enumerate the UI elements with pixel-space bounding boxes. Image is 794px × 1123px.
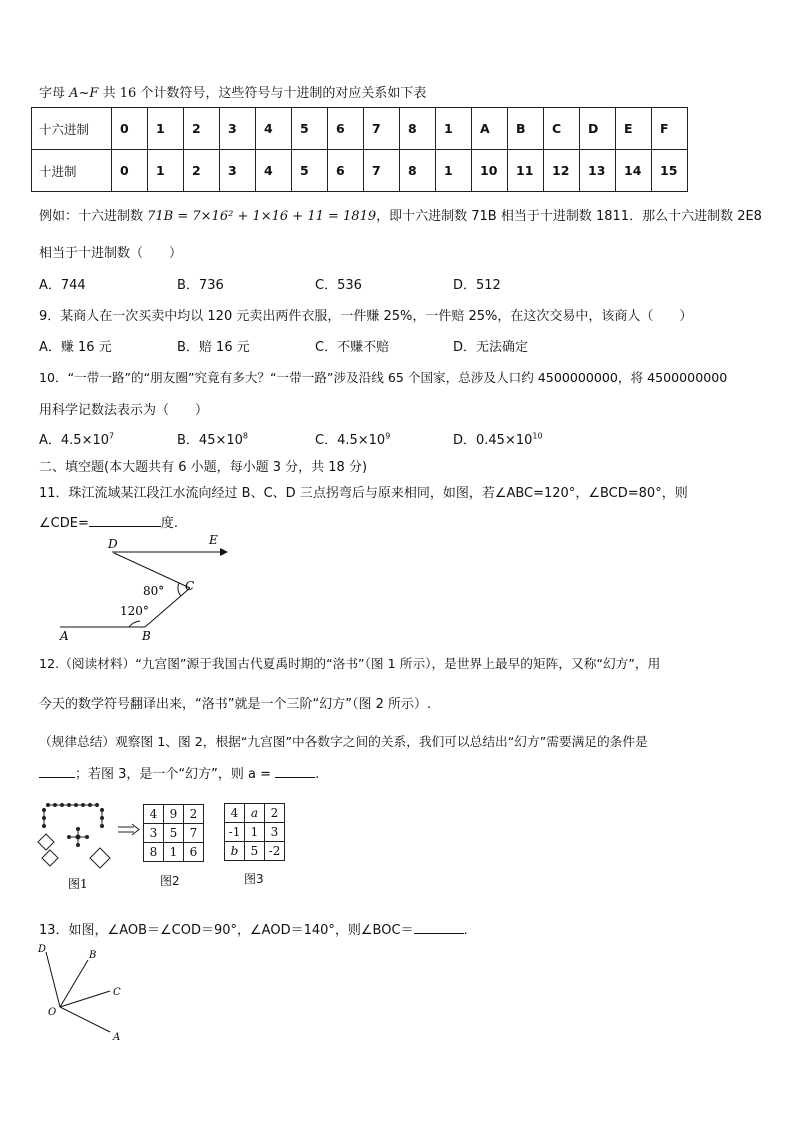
grid-cell: 3: [265, 823, 285, 842]
example-line2: 相当于十进制数（ ）: [39, 246, 183, 261]
table-cell: 4: [256, 108, 292, 150]
grid-cell: 9: [164, 805, 184, 824]
table-cell: 12: [544, 150, 580, 192]
fig1-label: 图1: [68, 877, 88, 891]
label-c: C: [185, 579, 195, 593]
angle-arc-c: [178, 583, 181, 596]
table-cell: 11: [508, 150, 544, 192]
q10-option-c: C．$4.5\times 10^9$: [315, 431, 391, 448]
q8-option-d: D．512: [453, 278, 501, 293]
q10-option-a: A．$4.5\times 10^7$: [39, 431, 115, 448]
table-cell: 8: [400, 108, 436, 150]
label-c: C: [113, 987, 121, 998]
table-cell: B: [508, 108, 544, 150]
label-o: O: [48, 1007, 57, 1018]
q9-option-b: B．赔 16 元: [177, 340, 250, 355]
table-cell: D: [580, 108, 616, 150]
q11-figure: [50, 528, 240, 643]
q11-line2: ∠CDE= 度.: [39, 512, 178, 531]
table-cell: 0: [112, 150, 148, 192]
grid-cell: 2: [265, 804, 285, 823]
ray-od: [46, 952, 60, 1007]
table-cell: 2: [184, 108, 220, 150]
magic-square-fig2: [143, 804, 204, 862]
label-b: B: [142, 629, 151, 643]
table-cell: 6: [328, 150, 364, 192]
intro-af: A~F: [69, 86, 99, 101]
table-cell: 8: [400, 150, 436, 192]
table-cell: C: [544, 108, 580, 150]
q11-line1: 11．珠江流域某江段江水流向经过 B、C、D 三点拐弯后与原来相同，如图，若∠ABC=120°，∠BCD=80°，则: [39, 486, 688, 501]
grid-cell: 6: [184, 843, 204, 862]
example-formula: 71B = 7×16² + 1×16 + 11 = 1819: [147, 209, 377, 224]
ray-oc: [60, 991, 110, 1007]
q9-option-a: A．赚 16 元: [39, 340, 112, 355]
table-cell: A: [472, 108, 508, 150]
q12-line2: 今天的数学符号翻译出来，“洛书”就是一个三阶“幻方”（图 2 所示）.: [39, 697, 432, 712]
dec-row: [32, 150, 688, 192]
label-d: D: [108, 537, 118, 551]
table-cell: 7: [364, 108, 400, 150]
dec-row-head: 十进制: [32, 150, 112, 192]
hex-table: [31, 107, 688, 192]
line-dc: [114, 553, 190, 588]
table-cell: 1: [436, 108, 472, 150]
q10-option-b: B．$45\times 10^8$: [177, 431, 248, 448]
q13-figure: [30, 940, 140, 1045]
hex-row-head: 十六进制: [32, 108, 112, 150]
table-cell: 14: [616, 150, 652, 192]
table-cell: F: [652, 108, 688, 150]
hex-row: [32, 108, 688, 150]
arrow-icon: [116, 822, 142, 838]
ray-ob: [60, 960, 88, 1007]
table-cell: 5: [292, 150, 328, 192]
label-angle-b: 120°: [120, 604, 149, 618]
q13-text: 13．如图，∠AOB＝∠COD＝90°，∠AOD＝140°，则∠BOC＝ .: [39, 919, 468, 938]
grid-cell: a: [245, 804, 265, 823]
grid-cell: 3: [144, 824, 164, 843]
table-cell: 15: [652, 150, 688, 192]
angle-arc-b: [129, 621, 140, 627]
answer-blank[interactable]: [414, 920, 464, 934]
grid-cell: b: [225, 842, 245, 861]
q12-line3: （规律总结）观察图 1、图 2，根据“九宫图”中各数字之间的关系，我们可以总结出“幻方”需要满足的条件是: [39, 734, 648, 749]
q9-text: 9．某商人在一次买卖中均以 120 元卖出两件衣服，一件赚 25%，一件赔 25%，在这次交易中，该商人（ ）: [39, 309, 693, 324]
grid-cell: 7: [184, 824, 204, 843]
table-cell: 1: [148, 150, 184, 192]
table-cell: E: [616, 108, 652, 150]
grid-row: [144, 824, 204, 843]
table-cell: 1: [148, 108, 184, 150]
table-cell: 13: [580, 150, 616, 192]
label-a: A: [60, 629, 69, 643]
q8-option-b: B．736: [177, 278, 224, 293]
q8-option-c: C．536: [315, 278, 362, 293]
q8-option-a: A．744: [39, 278, 86, 293]
table-cell: 4: [256, 150, 292, 192]
table-cell: 0: [112, 108, 148, 150]
grid-cell: -2: [265, 842, 285, 861]
grid-cell: 1: [164, 843, 184, 862]
fig2-label: 图2: [160, 874, 180, 888]
label-angle-c: 80°: [143, 584, 165, 598]
grid-cell: 1: [245, 823, 265, 842]
table-cell: 3: [220, 150, 256, 192]
table-cell: 5: [292, 108, 328, 150]
answer-blank[interactable]: [275, 764, 315, 778]
grid-cell: 8: [144, 843, 164, 862]
q10-option-d: D．$0.45\times 10^{10}$: [453, 431, 543, 448]
section-heading: 二、填空题(本大题共有 6 小题，每小题 3 分，共 18 分): [39, 460, 368, 475]
answer-blank[interactable]: [39, 764, 75, 778]
grid-cell: 5: [164, 824, 184, 843]
arrow-head-e: [220, 548, 228, 556]
grid-row: [144, 843, 204, 862]
label-a: A: [113, 1032, 121, 1043]
q9-option-c: C．不赚不赔: [315, 340, 390, 355]
ray-oa: [60, 1007, 110, 1032]
table-cell: 2: [184, 150, 220, 192]
grid-row: [144, 805, 204, 824]
table-cell: 1: [436, 150, 472, 192]
grid-cell: 4: [144, 805, 164, 824]
grid-row: [225, 804, 285, 823]
fig3-label: 图3: [244, 872, 264, 886]
grid-cell: 4: [225, 804, 245, 823]
table-cell: 6: [328, 108, 364, 150]
table-cell: 3: [220, 108, 256, 150]
answer-blank[interactable]: [89, 513, 161, 527]
table-cell: 10: [472, 150, 508, 192]
label-b: B: [89, 950, 97, 961]
grid-cell: -1: [225, 823, 245, 842]
grid-row: [225, 842, 285, 861]
label-d: D: [38, 944, 47, 955]
intro-line: 字母 A~F 共 16 个计数符号，这些符号与十进制的对应关系如下表: [39, 86, 427, 101]
q12-line4: ；若图 3，是一个“幻方”，则 a = .: [39, 763, 319, 782]
label-e: E: [209, 533, 218, 547]
q10-line2: 用科学记数法表示为（ ）: [39, 403, 209, 418]
grid-cell: 5: [245, 842, 265, 861]
q10-line1: 10．“一带一路”的“朋友圈”究竟有多大？“一带一路”涉及沿线 65 个国家，总涉及人口约 4500000000，将 4500000000: [39, 370, 728, 385]
grid-cell: 2: [184, 805, 204, 824]
magic-square-fig3: [224, 803, 285, 861]
table-cell: 7: [364, 150, 400, 192]
grid-row: [225, 823, 285, 842]
luoshu-figure: [36, 796, 114, 892]
q12-line1: 12.（阅读材料）“九宫图”源于我国古代夏禹时期的“洛书”（图 1 所示），是世界上最早的矩阵，又称“幻方”，用: [39, 656, 661, 671]
q9-option-d: D．无法确定: [453, 340, 529, 355]
example-line: 例如：十六进制数 71B = 7×16² + 1×16 + 11 = 1819，即十六进制数 71B 相当于十进制数 1811．那么十六进制数 2E8: [39, 209, 762, 224]
